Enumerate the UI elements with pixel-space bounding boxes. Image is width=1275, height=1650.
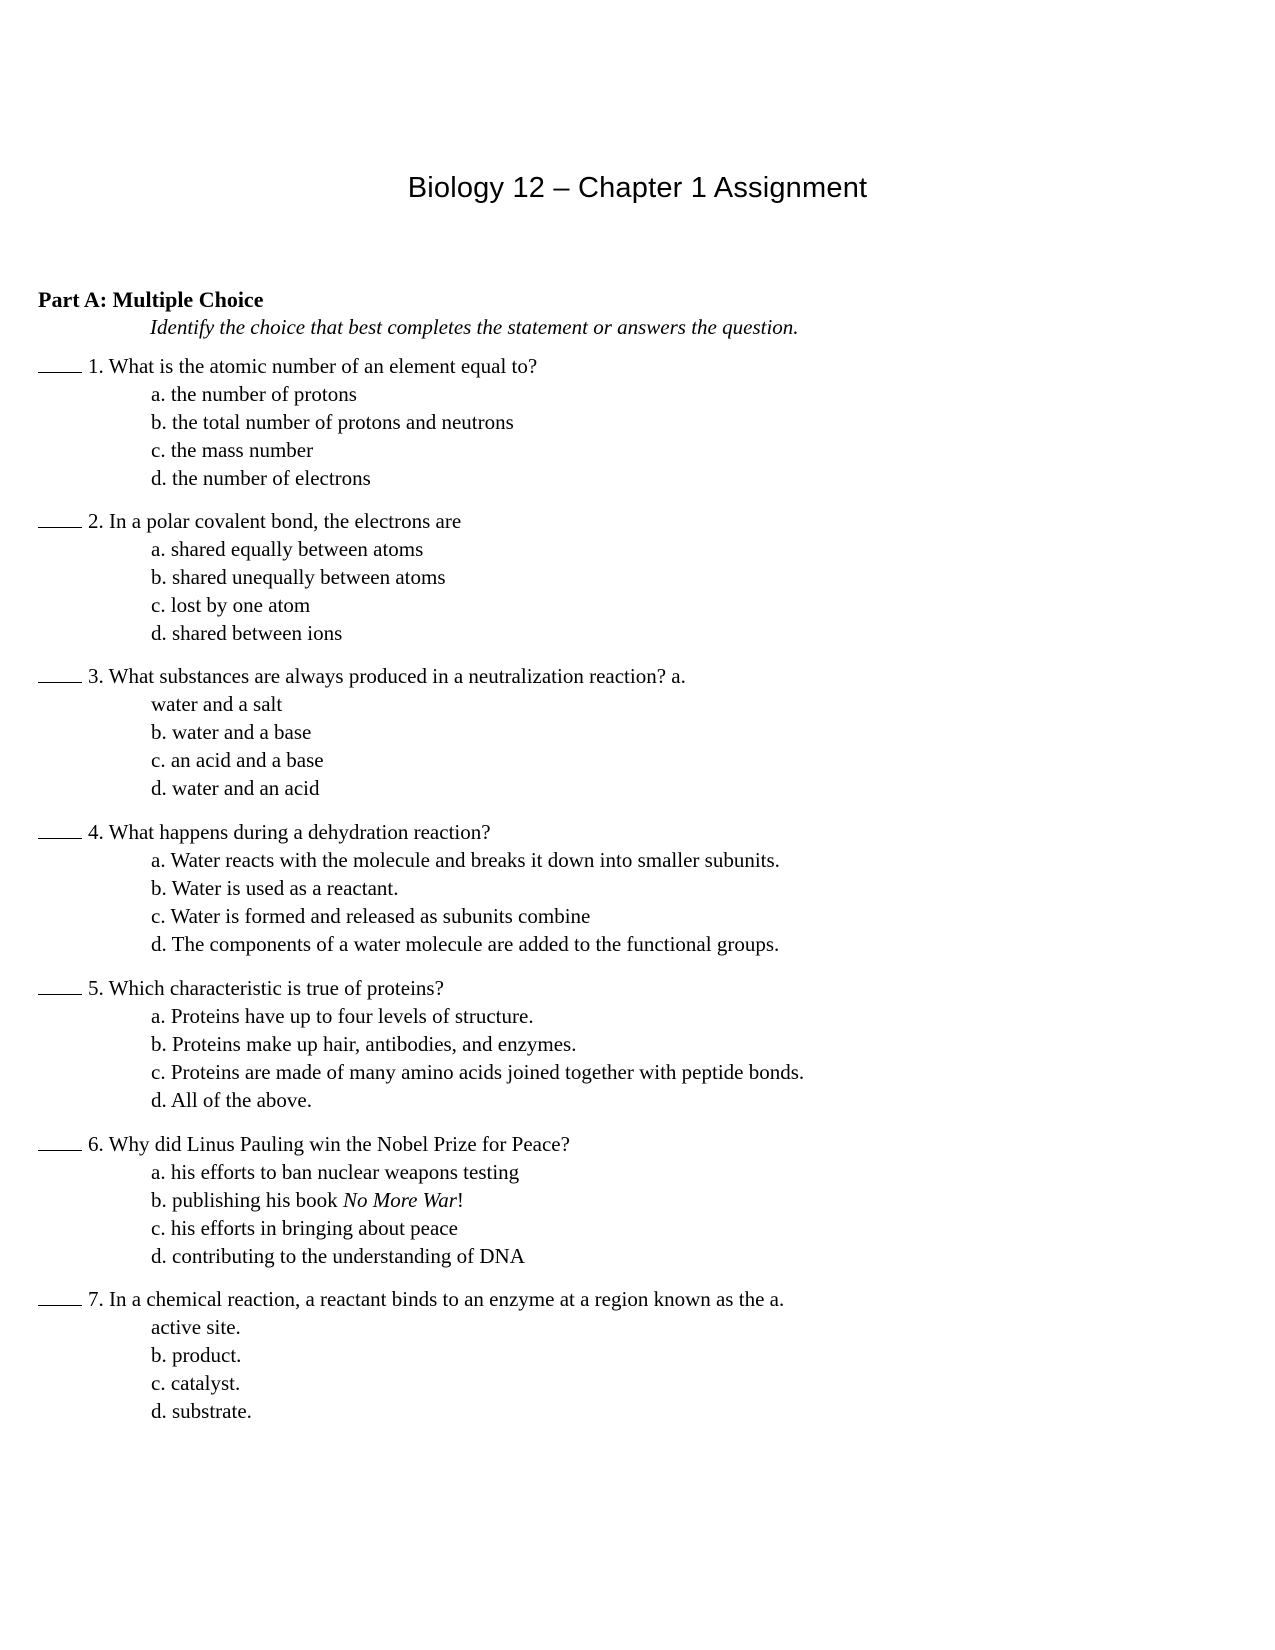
answer-options bbox=[151, 1002, 1138, 1114]
question-4 bbox=[38, 818, 1138, 958]
option-b: b. Water is used as a reactant. bbox=[151, 876, 399, 900]
answer-blank[interactable] bbox=[38, 976, 82, 995]
answer-blank[interactable] bbox=[38, 354, 82, 373]
question-stem: 1. What is the atomic number of an element equal to? bbox=[38, 352, 1138, 380]
question-stem: 2. In a polar covalent bond, the electrons are bbox=[38, 507, 1138, 535]
question-5 bbox=[38, 974, 1138, 1114]
question-stem: 4. What happens during a dehydration reaction? bbox=[38, 818, 1138, 846]
question-6 bbox=[38, 1130, 1138, 1270]
answer-blank[interactable] bbox=[38, 1132, 82, 1151]
option-d: d. shared between ions bbox=[151, 621, 343, 645]
option-b: b. publishing his book No More War! bbox=[151, 1188, 464, 1212]
answer-blank[interactable] bbox=[38, 820, 82, 839]
answer-options bbox=[151, 535, 1138, 647]
option-a: active site. bbox=[151, 1315, 241, 1339]
option-a: a. Proteins have up to four levels of structure. bbox=[151, 1004, 534, 1028]
option-a: water and a salt bbox=[151, 692, 283, 716]
option-c: c. the mass number bbox=[151, 438, 314, 462]
book-title-punctuation: ! bbox=[456, 1188, 464, 1212]
option-d: d. substrate. bbox=[151, 1399, 252, 1423]
option-a: a. the number of protons bbox=[151, 382, 357, 406]
document-title: Biology 12 – Chapter 1 Assignment bbox=[407, 172, 868, 204]
answer-blank[interactable] bbox=[38, 509, 82, 528]
option-d: d. water and an acid bbox=[151, 776, 320, 800]
question-stem: 6. Why did Linus Pauling win the Nobel Prize for Peace? bbox=[38, 1130, 1138, 1158]
part-a-heading: Part A: Multiple Choice bbox=[38, 287, 264, 312]
option-d: d. contributing to the understanding of DNA bbox=[151, 1244, 525, 1268]
answer-options bbox=[151, 1313, 1138, 1425]
option-d: d. The components of a water molecule are added to the functional groups. bbox=[151, 932, 780, 956]
question-stem: 7. In a chemical reaction, a reactant binds to an enzyme at a region known as the a. bbox=[38, 1285, 1138, 1313]
part-a-instructions: Identify the choice that best completes the statement or answers the question. bbox=[150, 315, 799, 339]
option-a: a. Water reacts with the molecule and breaks it down into smaller subunits. bbox=[151, 848, 780, 872]
answer-blank[interactable] bbox=[38, 664, 82, 683]
option-b: b. Proteins make up hair, antibodies, and enzymes. bbox=[151, 1032, 577, 1056]
answer-options bbox=[151, 1158, 1138, 1270]
answer-blank[interactable] bbox=[38, 1287, 82, 1306]
option-c: c. an acid and a base bbox=[151, 748, 324, 772]
option-d: d. the number of electrons bbox=[151, 466, 371, 490]
option-c: c. Water is formed and released as subunits combine bbox=[151, 904, 591, 928]
option-b: b. the total number of protons and neutrons bbox=[151, 410, 514, 434]
answer-options bbox=[151, 690, 1138, 802]
question-7 bbox=[38, 1285, 1138, 1425]
answer-options bbox=[151, 846, 1138, 958]
option-b: b. water and a base bbox=[151, 720, 312, 744]
option-b: b. product. bbox=[151, 1343, 242, 1367]
answer-options bbox=[151, 380, 1138, 492]
question-stem: 5. Which characteristic is true of proteins? bbox=[38, 974, 1138, 1002]
option-a: a. his efforts to ban nuclear weapons testing bbox=[151, 1160, 520, 1184]
question-2 bbox=[38, 507, 1138, 647]
question-stem: 3. What substances are always produced in a neutralization reaction? a. bbox=[38, 662, 1138, 690]
option-c: c. Proteins are made of many amino acids joined together with peptide bonds. bbox=[151, 1060, 805, 1084]
book-title: No More War bbox=[342, 1188, 457, 1212]
option-d: d. All of the above. bbox=[151, 1088, 312, 1112]
question-1 bbox=[38, 352, 1138, 492]
option-c: c. his efforts in bringing about peace bbox=[151, 1216, 458, 1240]
option-a: a. shared equally between atoms bbox=[151, 537, 424, 561]
question-3 bbox=[38, 662, 1138, 802]
option-c: c. lost by one atom bbox=[151, 593, 311, 617]
option-b: b. shared unequally between atoms bbox=[151, 565, 446, 589]
option-c: c. catalyst. bbox=[151, 1371, 241, 1395]
